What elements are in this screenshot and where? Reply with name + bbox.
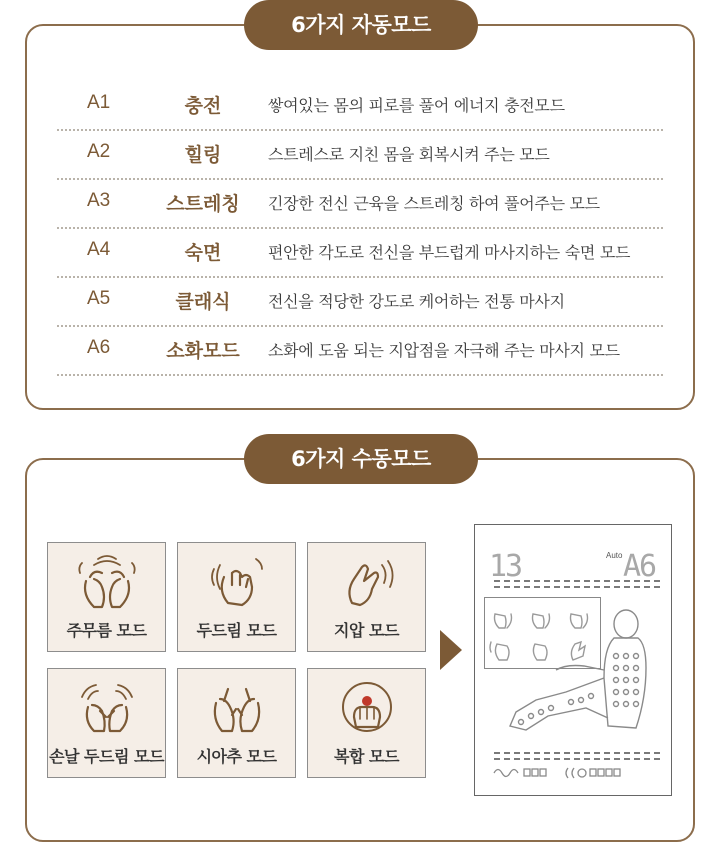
mode-name: 힐링 (184, 144, 222, 166)
manual-mode-tile (47, 542, 166, 652)
manual-mode-tile (177, 542, 296, 652)
auto-mode-row (57, 131, 663, 180)
shiatsu-hands-icon (178, 677, 295, 739)
arrow-right-icon (440, 630, 462, 670)
time-readout: 13 (489, 549, 522, 584)
mode-code: A2 (87, 141, 111, 162)
combined-mode-icon (308, 677, 425, 739)
manual-mode-tile (307, 542, 426, 652)
display-divider (494, 758, 660, 760)
mode-label: 지압 모드 (334, 621, 399, 640)
hand-edge-tapping-icon (48, 677, 165, 739)
display-divider (494, 580, 660, 582)
mode-description: 편안한 각도로 전신을 부드럽게 마사지하는 숙면 모드 (268, 243, 631, 262)
intensity-indicators (490, 764, 660, 782)
mode-code: A4 (87, 239, 111, 260)
manual-mode-tile (47, 668, 166, 778)
mode-name: 소화모드 (166, 340, 240, 362)
massage-chair-body-icon (496, 608, 666, 748)
mode-name: 숙면 (184, 242, 222, 264)
auto-mode-row (57, 229, 663, 278)
mode-description: 전신을 적당한 강도로 케어하는 전통 마사지 (268, 292, 565, 311)
mode-name: 클래식 (175, 291, 231, 313)
mode-name: 충전 (184, 95, 222, 117)
mode-code: A1 (87, 92, 111, 113)
mode-description: 긴장한 전신 근육을 스트레칭 하여 풀어주는 모드 (268, 194, 600, 213)
mode-code: A3 (87, 190, 111, 211)
mode-description: 스트레스로 지친 몸을 회복시켜 주는 모드 (268, 145, 550, 164)
mode-label: 복합 모드 (334, 747, 399, 766)
auto-label: Auto (606, 551, 623, 560)
mode-label: 주무름 모드 (66, 621, 147, 640)
auto-mode-row (57, 278, 663, 327)
mode-code-readout: A6 (623, 549, 656, 584)
display-divider (494, 752, 660, 754)
mode-description: 쌓여있는 몸의 피로를 풀어 에너지 충전모드 (268, 96, 565, 115)
manual-mode-tile (307, 668, 426, 778)
auto-mode-row (57, 82, 663, 131)
mode-label: 손날 두드림 모드 (49, 747, 164, 766)
acupressure-hand-icon (308, 551, 425, 613)
mode-description: 소화에 도움 되는 지압점을 자극해 주는 마사지 모드 (268, 341, 620, 360)
tapping-hand-icon (178, 551, 295, 613)
mode-code: A5 (87, 288, 111, 309)
mode-label: 시아추 모드 (196, 747, 277, 766)
mode-code: A6 (87, 337, 111, 358)
mode-label: 두드림 모드 (196, 621, 277, 640)
manual-mode-tile (177, 668, 296, 778)
auto-mode-row (57, 327, 663, 376)
display-divider (494, 586, 660, 588)
manual-modes-title: 6가지 수동모드 (244, 434, 478, 484)
mode-name: 스트레칭 (166, 193, 240, 215)
auto-modes-title: 6가지 자동모드 (244, 0, 478, 50)
kneading-hands-icon (48, 551, 165, 613)
auto-mode-row (57, 180, 663, 229)
